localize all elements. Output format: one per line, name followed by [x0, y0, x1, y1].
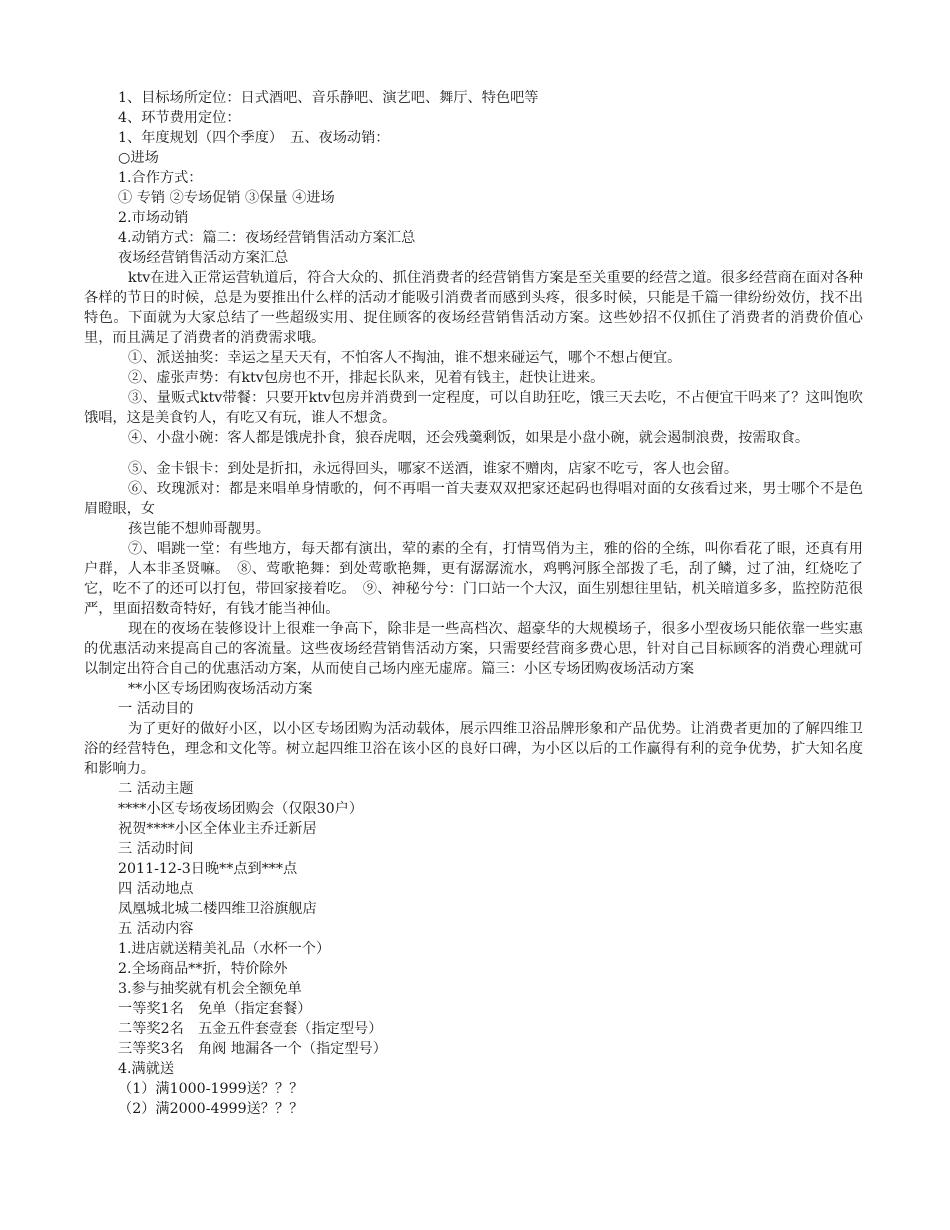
goal-paragraph: 为了更好的做好小区，以小区专场团购为活动载体，展示四维卫浴品牌形象和产品优势。让消费者更加的了解四维卫浴的经营特色，理念和文化等。树立起四维卫浴在该小区的良好口碑，为小区以后的工作赢得有利的竞争优势，扩大知名度和影响力。 [84, 721, 863, 777]
intro-paragraph: ktv在进入正常运营轨道后，符合大众的、抓住消费者的经营销售方案是至关重要的经营之道。很多经营商在面对各种各样的节日的时候，总是为要推出什么样的活动才能吸引消费者而感到头疼，很多时候，只能是千篇一律纷纷效仿，找不出特色。下面就为大家总结了一些超级实用、捉住顾客的夜场经营销售活动方案。这些妙招不仅抓住了消费者的消费价值心里，而且满足了消费者的消费需求哦。 [84, 270, 863, 346]
text-line: ① 专销 ②专场促销 ③保量 ④进场 [118, 190, 335, 206]
text-line: 祝贺****小区全体业主乔迁新居 [118, 821, 317, 837]
list-item: （2）满2000-4999送？？？ [118, 1101, 304, 1117]
tip-paragraph: 孩岂能不想帅哥靓男。 [128, 521, 270, 537]
text-line: ○进场 [118, 150, 159, 166]
spacer [118, 448, 863, 459]
summary-paragraph: 现在的夜场在装修设计上很难一争高下，除非是一些高档次、超豪华的大规模场子，很多小型夜场只能依靠一些实惠的优惠活动来提高自己的客流量。这些夜场经营销售活动方案，只需要经营商多费心思，针对自己目标顾客的消费心理就可以制定出符合自己的优惠活动方案，从而使自己场内座无虚席。篇三：小区专场团购夜场活动方案 [84, 621, 863, 677]
list-item: 3.参与抽奖就有机会全额免单 [118, 981, 302, 997]
tip-paragraph: ④、小盘小碗：客人都是饿虎扑食，狼吞虎咽，还会残羹剩饭，如果是小盘小碗，就会遏制浪费，按需取食。 [128, 430, 810, 446]
tip-paragraph: ⑥、玫瑰派对：都是来唱单身情歌的，何不再唱一首夫妻双双把家还起码也得唱对面的女孩看过来，男士哪个不是色眉瞪眼，女 [84, 481, 863, 517]
prize-item: 一等奖1名 免单（指定套餐） [118, 1001, 312, 1017]
plan-heading: 一 活动目的 [118, 701, 194, 717]
list-item: 2.全场商品**折，特价除外 [118, 961, 288, 977]
plan-heading: 四 活动地点 [118, 881, 194, 897]
prize-item: 三等奖3名 角阀 地漏各一个（指定型号） [118, 1041, 387, 1057]
tip-paragraph: ①、派送抽奖：幸运之星天天有，不怕客人不掏油，谁不想来碰运气，哪个不想占便宜。 [128, 350, 682, 366]
text-line: 1、目标场所定位：日式酒吧、音乐静吧、演艺吧、舞厅、特色吧等 [118, 90, 539, 106]
text-line: 4、环节费用定位： [118, 110, 241, 126]
tip-paragraph: ⑤、金卡银卡：到处是折扣，永远得回头，哪家不送酒，谁家不赠肉，店家不吃亏，客人也会留。 [128, 461, 739, 477]
plan-heading: 五 活动内容 [118, 921, 194, 937]
text-line: 凤凰城北城二楼四维卫浴旗舰店 [118, 901, 317, 917]
text-line: ****小区专场夜场团购会（仅限30户） [118, 801, 364, 817]
section-heading: 夜场经营销售活动方案汇总 [118, 250, 289, 266]
tip-paragraph: ②、虚张声势：有ktv包房也不开，排起长队来，见着有钱主，赶快让进来。 [128, 370, 605, 386]
tip-paragraph: ③、量贩式ktv带餐：只要开ktv包房并消费到一定程度，可以自助狂吃，饿三天去吃，不占便宜干吗来了？这叫饱吹饿唱，这是美食钓人，有吃又有玩，谁人不想贪。 [84, 390, 863, 426]
prize-item: 二等奖2名 五金五件套壹套（指定型号） [118, 1021, 383, 1037]
text-line: 1.合作方式： [118, 170, 203, 186]
plan-heading: 三 活动时间 [118, 841, 194, 857]
text-line: 4.动销方式：篇二：夜场经营销售活动方案汇总 [118, 230, 416, 246]
list-item: 4.满就送 [118, 1061, 175, 1077]
plan-title: **小区专场团购夜场活动方案 [128, 681, 313, 697]
text-line: 2011-12-3日晚**点到***点 [118, 861, 298, 877]
tip-paragraph: ⑦、唱跳一堂：有些地方，每天都有演出，荤的素的全有，打情骂俏为主，雅的俗的全练，叫你看花了眼，还真有用户群，人本非圣贤嘛。 ⑧、莺歌艳舞：到处莺歌艳舞，更有潺潺流水，鸡鸭河豚全部拨了毛，刮了鳞，过了油，红烧吃了它，吃不了的还可以打包，带回家接着吃。 ⑨、神秘兮兮：门口站一个大汉，面生别想往里钻，机关暗道多多，监控防范很严，里面招数奇特好，有钱才能当神仙。 [84, 541, 863, 617]
list-item: （1）满1000-1999送？？？ [118, 1081, 304, 1097]
document-body [84, 88, 863, 1119]
list-item: 1.进店就送精美礼品（水杯一个） [118, 941, 331, 957]
plan-heading: 二 活动主题 [118, 781, 194, 797]
text-line: 2.市场动销 [118, 210, 189, 226]
text-line: 1、年度规划（四个季度） 五、夜场动销： [118, 130, 390, 146]
